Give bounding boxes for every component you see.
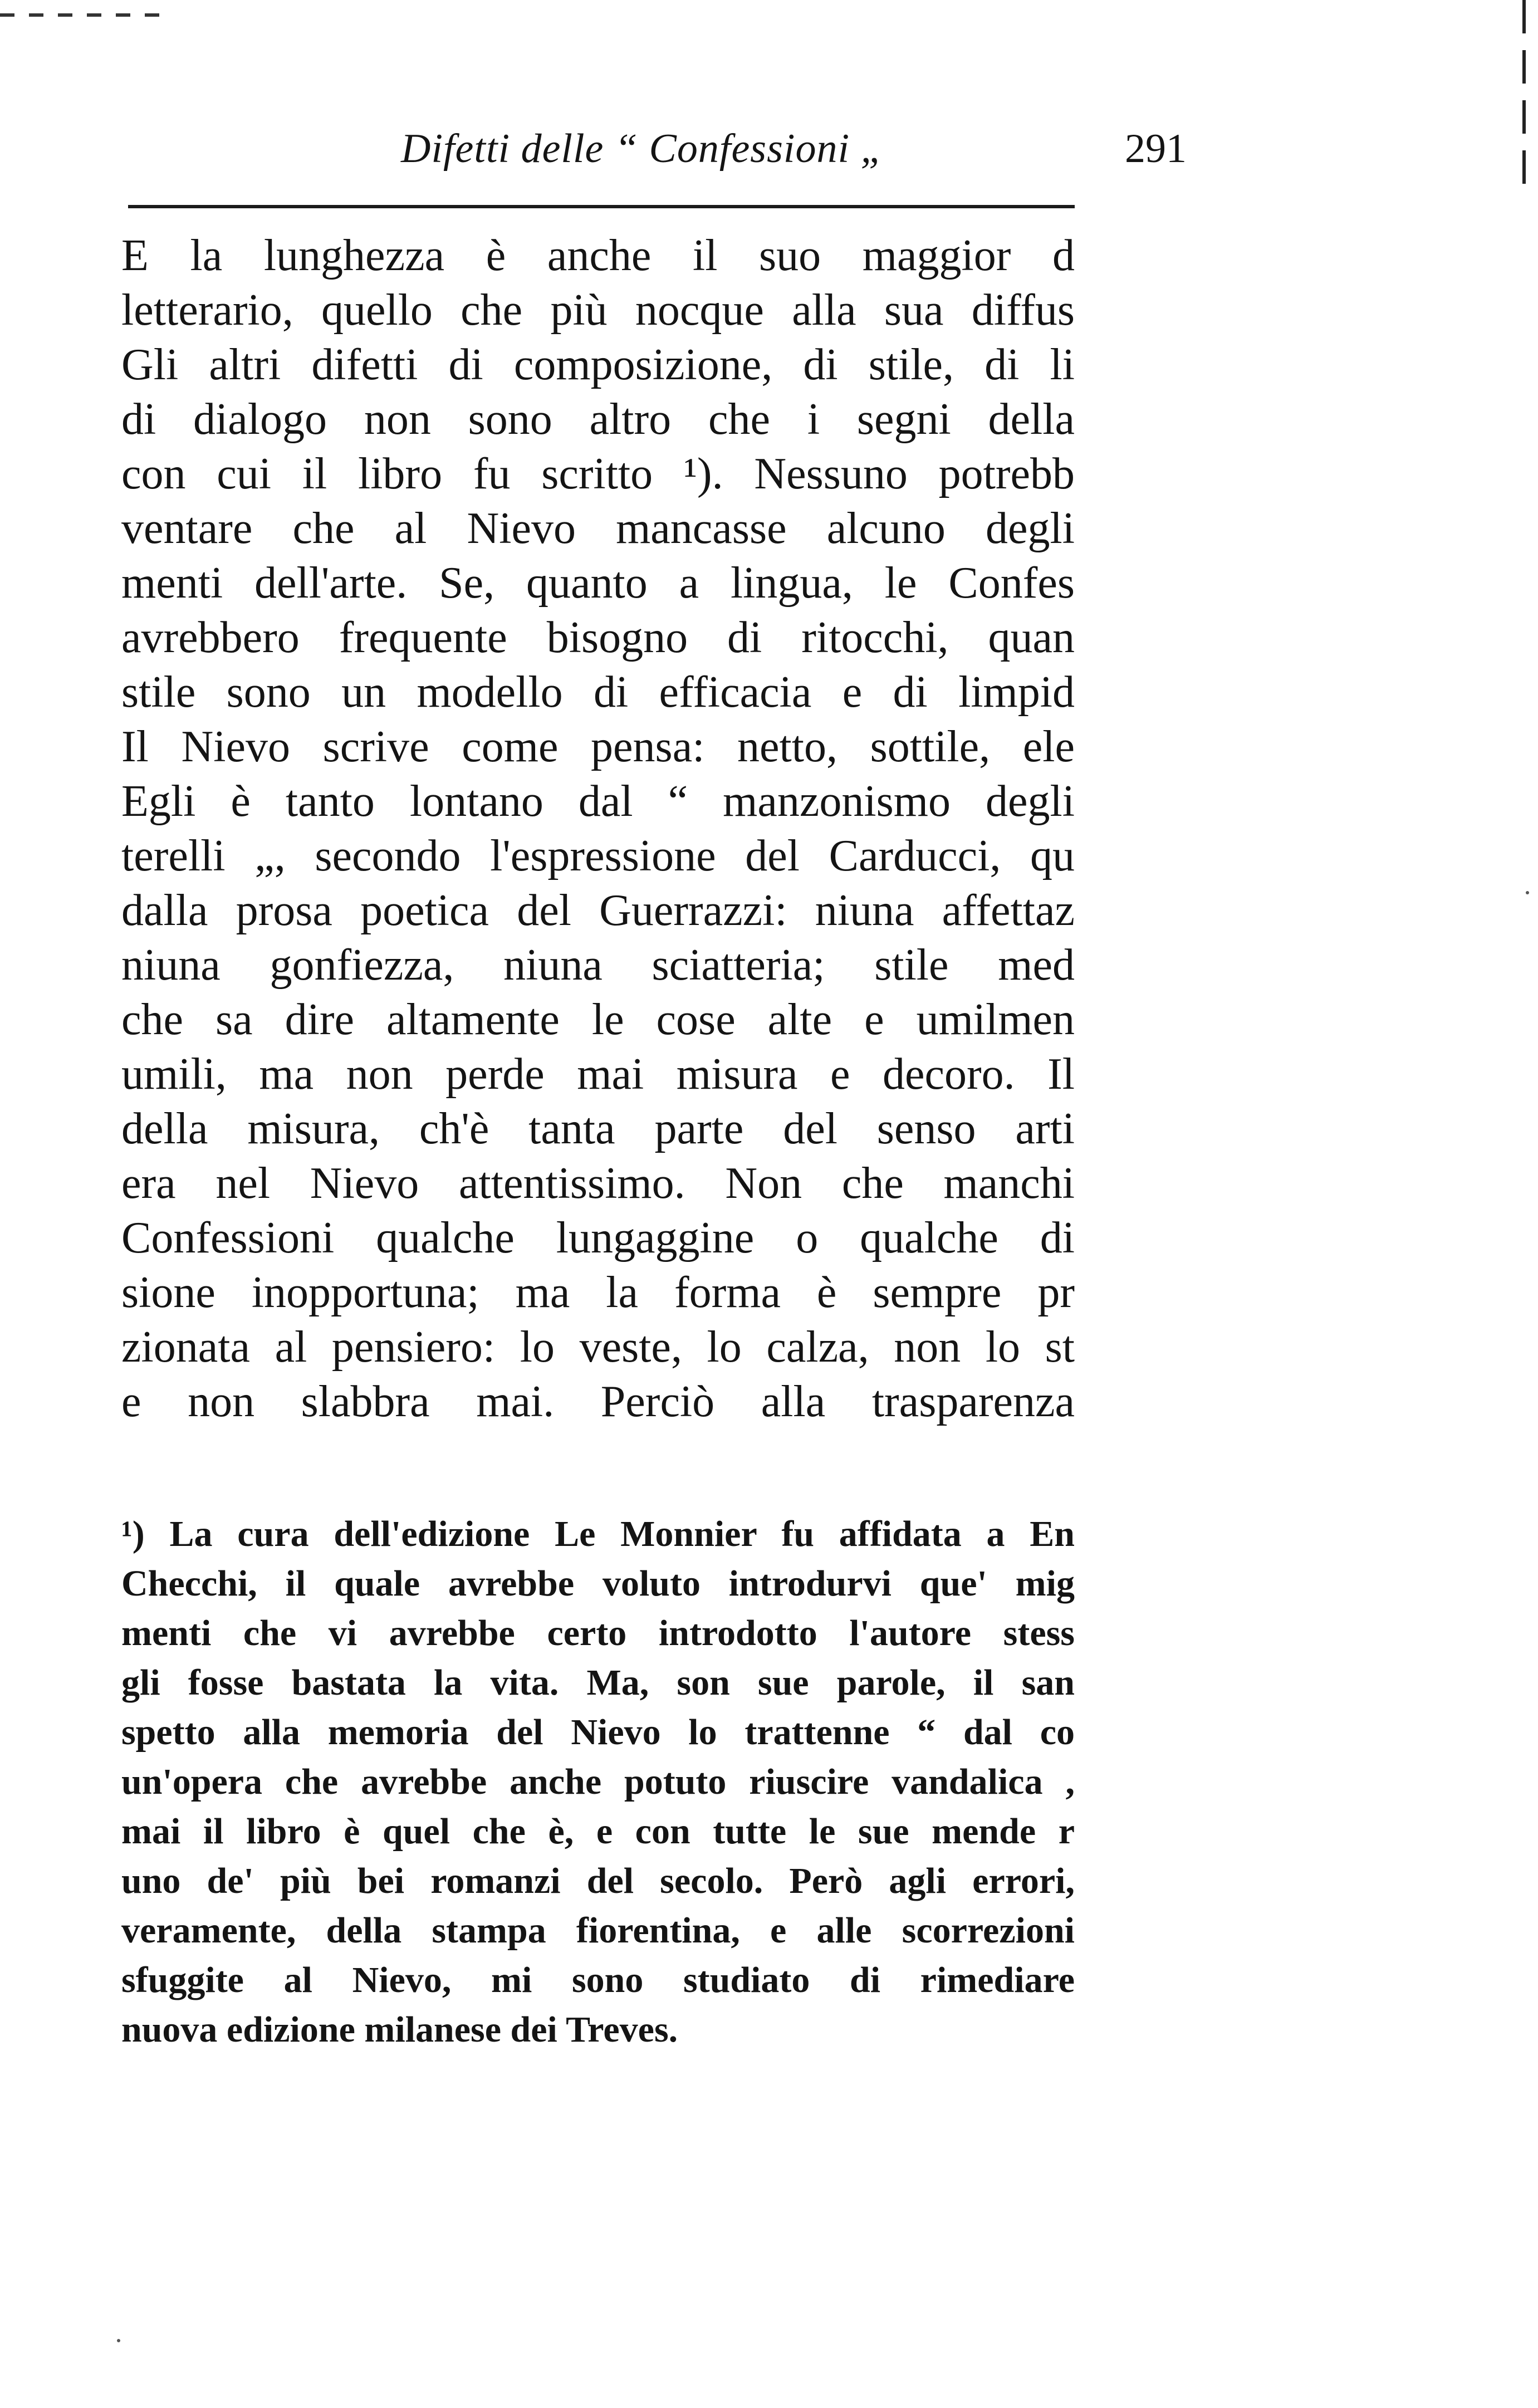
text-line: Gli altri difetti di composizione, di stile, di li bbox=[121, 340, 1075, 389]
scan-speck bbox=[1526, 891, 1529, 894]
text-line: niuna gonfiezza, niuna sciatteria; stile med bbox=[121, 941, 1075, 990]
footnote-line: Checchi, il quale avrebbe voluto introdurvi que' mig bbox=[121, 1563, 1075, 1604]
text-line: avrebbero frequente bisogno di ritocchi, quan bbox=[121, 613, 1075, 662]
footnote-line: menti che vi avrebbe certo introdotto l'autore stess bbox=[121, 1613, 1075, 1653]
text-line: sione inopportuna; ma la forma è sempre pr bbox=[121, 1268, 1075, 1317]
header-rule bbox=[128, 205, 1075, 208]
text-line: letterario, quello che più nocque alla sua diffus bbox=[121, 286, 1075, 335]
text-line: era nel Nievo attentissimo. Non che manchi bbox=[121, 1159, 1075, 1208]
text-line: E la lunghezza è anche il suo maggior d bbox=[121, 231, 1075, 280]
footnote-line: veramente, della stampa fiorentina, e alle scorrezioni bbox=[121, 1910, 1075, 1951]
footnote-line: gli fosse bastata la vita. Ma, son sue parole, il san bbox=[121, 1662, 1075, 1703]
text-line: menti dell'arte. Se, quanto a lingua, le Confes bbox=[121, 559, 1075, 608]
text-line: Il Nievo scrive come pensa: netto, sottile, ele bbox=[121, 722, 1075, 771]
text-line: umili, ma non perde mai misura e decoro. Il bbox=[121, 1050, 1075, 1099]
text-line: dalla prosa poetica del Guerrazzi: niuna affettaz bbox=[121, 886, 1075, 935]
text-line: che sa dire altamente le cose alte e umilmen bbox=[121, 995, 1075, 1044]
footnote-line: sfuggite al Nievo, mi sono studiato di rimediare bbox=[121, 1960, 1075, 2000]
body-text bbox=[121, 228, 1075, 1429]
text-line: Confessioni qualche lungaggine o qualche di bbox=[121, 1213, 1075, 1262]
text-line: con cui il libro fu scritto ¹). Nessuno potrebb bbox=[121, 449, 1075, 498]
page-number: 291 bbox=[1125, 126, 1187, 172]
scan-edge-mark bbox=[0, 13, 167, 17]
footnote-line: nuova edizione milanese dei Treves. bbox=[121, 2009, 678, 2050]
running-head bbox=[128, 125, 1186, 187]
footnote-line: spetto alla memoria del Nievo lo trattenne “ dal co bbox=[121, 1712, 1075, 1753]
footnote-line: uno de' più bei romanzi del secolo. Però agli errori, bbox=[121, 1861, 1075, 1901]
scan-speck bbox=[117, 2339, 120, 2342]
text-line: Egli è tanto lontano dal “ manzonismo degli bbox=[121, 777, 1075, 826]
running-title: Difetti delle “ Confessioni „ bbox=[401, 126, 884, 172]
footnote bbox=[121, 1509, 1075, 2054]
footnote-line: un'opera che avrebbe anche potuto riuscire vandalica , bbox=[121, 1761, 1075, 1802]
footnote-line: mai il libro è quel che è, e con tutte le sue mende r bbox=[121, 1811, 1075, 1852]
text-line: ventare che al Nievo mancasse alcuno degli bbox=[121, 504, 1075, 553]
scan-edge-mark-right bbox=[1522, 0, 1526, 184]
footnote-line: ¹) La cura dell'edizione Le Monnier fu affidata a En bbox=[121, 1514, 1075, 1554]
text-line: della misura, ch'è tanta parte del senso arti bbox=[121, 1104, 1075, 1153]
text-line: stile sono un modello di efficacia e di limpid bbox=[121, 668, 1075, 717]
text-line: zionata al pensiero: lo veste, lo calza, non lo st bbox=[121, 1323, 1075, 1372]
text-line: terelli „, secondo l'espressione del Carducci, qu bbox=[121, 831, 1075, 880]
text-line: di dialogo non sono altro che i segni della bbox=[121, 395, 1075, 444]
text-line: e non slabbra mai. Perciò alla trasparenza bbox=[121, 1377, 1075, 1426]
